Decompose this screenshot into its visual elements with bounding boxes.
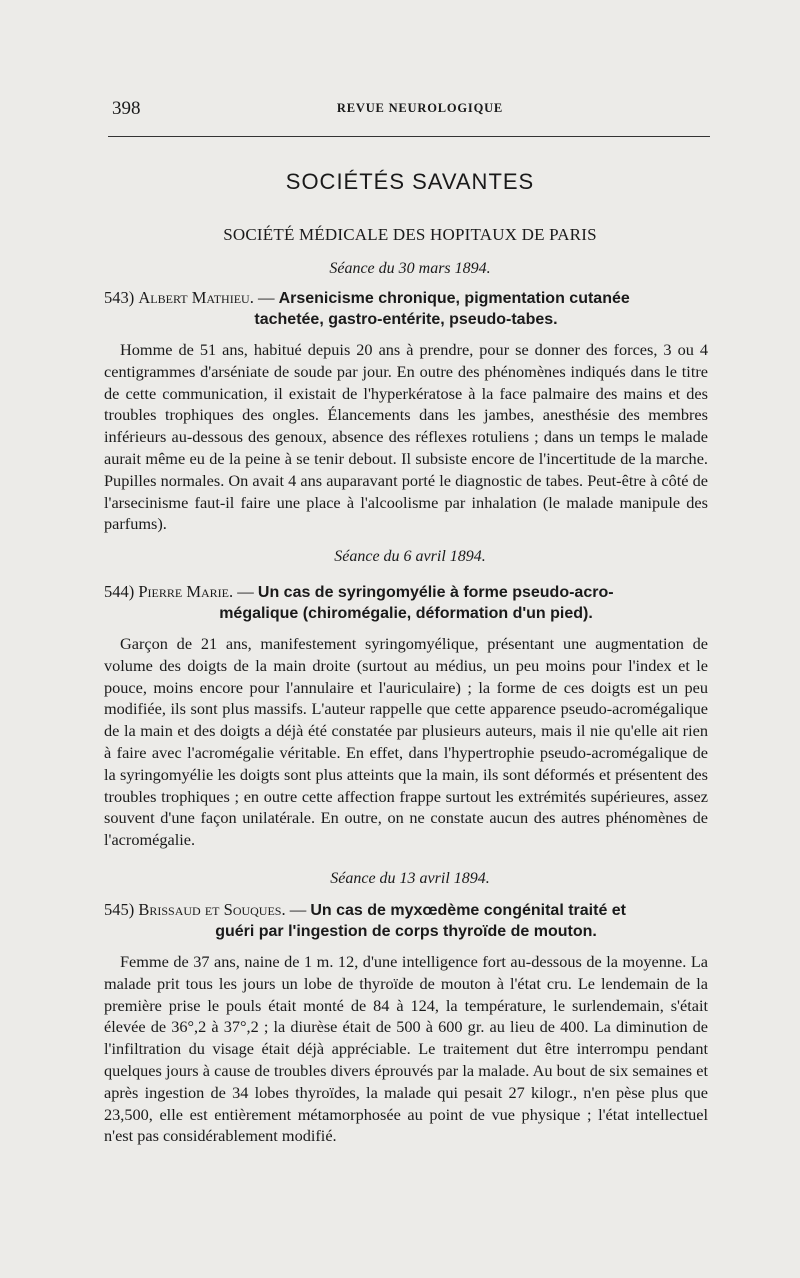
entry-dash: — <box>285 900 311 919</box>
header-rule <box>108 136 710 137</box>
entry-author: Albert Mathieu. <box>138 288 254 307</box>
section-title: SOCIÉTÉS SAVANTES <box>285 169 535 194</box>
entry-heading <box>104 899 708 942</box>
entry-heading <box>104 287 708 330</box>
entry-title: Un cas de myxœdème congénital traité et <box>310 902 627 919</box>
entry-number: 543) <box>104 288 135 307</box>
entry-title-continued: guéri par l'ingestion de corps thyroïde de mouton. <box>215 923 597 940</box>
session-date: Séance du 30 mars 1894. <box>329 260 491 277</box>
entry-body: Homme de 51 ans, habitué depuis 20 ans à prendre, pour se donner des forces, 3 ou 4 centigrammes d'arséniate de soude par jour. En outre des phénomènes indiqués dans le titre de cette communication, il existait de l'hyperkératose à la face palmaire des mains et des troubles trophiques des ongles. Élancements dans les jambes, anesthésie des membres inférieurs au-dessous des genoux, absence des réflexes rotuliens ; dans un temps le malade aurait même eu de la peine à se tenir debout. Il subsiste encore de l'incertitude de la marche. Pupilles normales. On avait 4 ans auparavant porté le diagnostic de tabes. Peut-être à côté de l'arsecinisme faut-il faire une place à l'alcoolisme par inhalation (le malade manipule des parfums). <box>104 340 708 534</box>
entry-title-continued: mégalique (chiromégalie, déformation d'un pied). <box>219 605 593 622</box>
entry-author: Pierre Marie. <box>138 582 234 601</box>
entry-544 <box>104 581 708 851</box>
entry-body: Garçon de 21 ans, manifestement syringomyélique, présentant une augmentation de volume des doigts de la main droite (surtout au médius, un peu moins pour l'index et le pouce, moins encore pour l'annulaire et l'auriculaire) ; la forme de ces doigts est un peu modifiée, ils sont plus massifs. L'auteur rappelle que cette apparence pseudo-acromégalique de la main et des doigts a déjà été constatée par plusieurs auteurs, mais il nie qu'elle ait rien à faire avec l'acromégalie véritable. En effet, dans l'hypertrophie pseudo-acromégalique de la syringomyélie les doigts sont plus atteints que la main, ils sont déformés et présentent des troubles trophiques ; en outre cette affection frappe surtout les extrémités supérieures, assez souvent d'une façon unilatérale. En outre, on ne constate aucun des autres phénomènes de l'acromégalie. <box>104 634 708 850</box>
entry-number: 544) <box>104 582 135 601</box>
society-title: SOCIÉTÉ MÉDICALE DES HOPITAUX DE PARIS <box>223 225 597 244</box>
entry-dash: — <box>253 288 279 307</box>
page-number: 398 <box>112 98 141 119</box>
entry-body: Femme de 37 ans, naine de 1 m. 12, d'une intelligence fort au-dessous de la moyenne. La malade prit tous les jours un lobe de thyroïde de mouton à l'état cru. Le lendemain de la première prise le pouls était monté de 84 à 124, la température, le surlendemain, s'était élevée de 36°,2 à 37°,2 ; la diurèse était de 500 à 600 gr. au lieu de 400. La diminution de l'infiltration du visage était déjà appréciable. Le traitement dut être interrompu pendant quelques jours à cause de troubles divers éprouvés par la malade. Au bout de six semaines et après ingestion de 34 lobes thyroïdes, la malade qui pesait 27 kilogr., n'en pèse plus que 23,500, elle est entièrement métamorphosée au point de vue physique ; l'état intellectuel n'est pas considérablement modifié. <box>104 952 708 1146</box>
entry-number: 545) <box>104 900 135 919</box>
entry-author: Brissaud et Souques. <box>138 900 286 919</box>
running-title: REVUE NEUROLOGIQUE <box>336 101 504 115</box>
entry-dash: — <box>233 582 258 601</box>
entry-title: Arsenicisme chronique, pigmentation cutanée <box>278 290 630 307</box>
entry-title-continued: tachetée, gastro-entérite, pseudo-tabes. <box>254 311 558 328</box>
entry-heading <box>104 581 708 624</box>
entry-545 <box>104 899 708 1147</box>
entry-543 <box>104 287 708 535</box>
entry-title: Un cas de syringomyélie à forme pseudo-acro- <box>257 584 614 601</box>
session-date: Séance du 13 avril 1894. <box>330 870 490 887</box>
session-date: Séance du 6 avril 1894. <box>334 548 486 565</box>
